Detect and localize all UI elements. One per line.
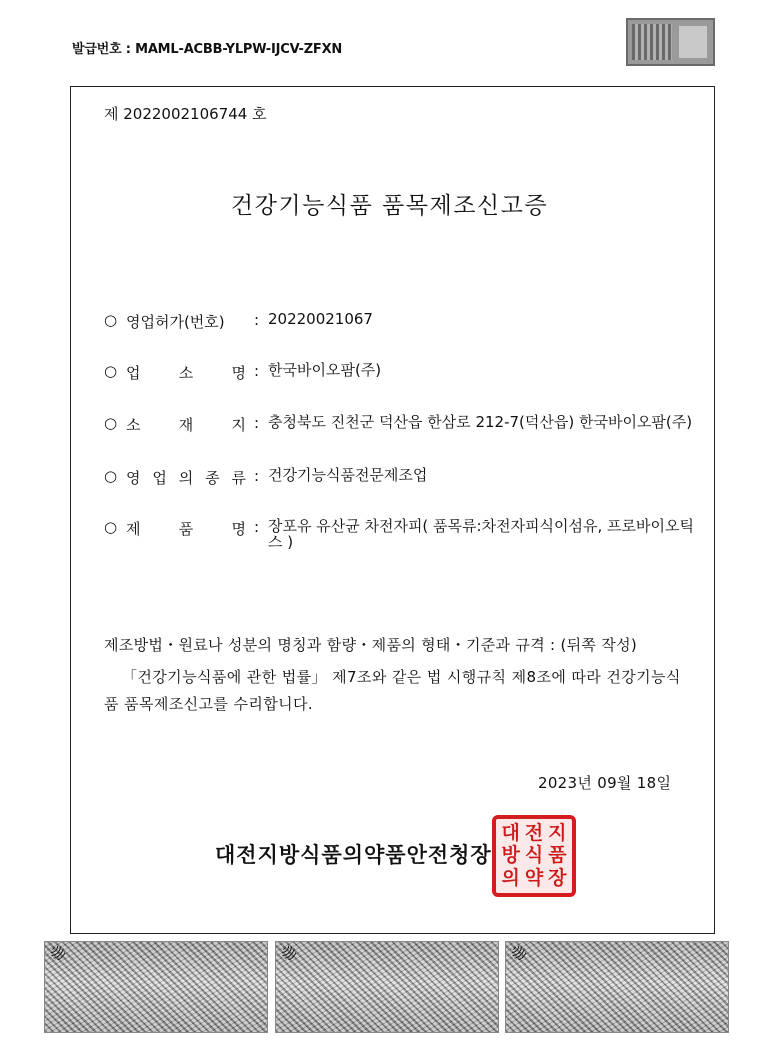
bullet: ○	[104, 518, 118, 536]
pattern-corner-icon	[282, 946, 296, 960]
field-label: 영 업 의 종 류	[126, 469, 246, 487]
barcode-pattern	[632, 24, 672, 60]
issue-number: 발급번호 : MAML-ACBB-YLPW-IJCV-ZFXN	[72, 42, 343, 57]
colon: :	[254, 518, 260, 536]
issuer-name: 대전지방식품의약품안전청장	[215, 842, 492, 867]
verification-code-image	[626, 18, 715, 66]
colon: :	[254, 311, 260, 329]
security-pattern	[44, 941, 268, 1033]
seal-char: 방	[501, 844, 520, 867]
pattern-corner-icon	[512, 946, 526, 960]
certificate-number: 제 2022002106744 호	[104, 105, 267, 123]
bullet: ○	[104, 414, 118, 432]
pattern-corner-icon	[51, 946, 65, 960]
official-seal	[492, 815, 576, 897]
field-value: 한국바이오팜(주)	[268, 361, 382, 379]
field-address	[104, 414, 708, 435]
field-value: 충청북도 진천군 덕산읍 한삼로 212-7(덕산읍) 한국바이오팜(주)	[268, 413, 693, 431]
field-label: 영업허가(번호)	[126, 313, 225, 331]
seal-char: 지	[548, 821, 567, 844]
field-business-type	[104, 467, 708, 488]
seal-char: 대	[501, 821, 520, 844]
field-value: 장포유 유산균 차전자피( 품목류:차전자피식이섬유, 프로바이오틱스 )	[268, 517, 694, 551]
field-label: 제 품 명	[126, 520, 246, 538]
bullet: ○	[104, 362, 118, 380]
colon: :	[254, 467, 260, 485]
security-pattern	[505, 941, 729, 1033]
seal-char: 전	[524, 821, 544, 844]
field-value: 20220021067	[268, 310, 373, 328]
field-business-name	[104, 362, 708, 383]
body-text: 「건강기능식품에 관한 법률」 제7조와 같은 법 시행규칙 제8조에 따라 건강기능식품 품목제조신고를 수리합니다.	[104, 668, 681, 713]
seal-char: 약	[524, 867, 544, 890]
seal-char: 식	[524, 844, 544, 867]
security-pattern	[275, 941, 499, 1033]
field-business-license	[104, 311, 708, 332]
spec-line: 제조방법・원료나 성분의 명칭과 함량・제품의 형태・기준과 규격 : (뒤쪽 작성)	[104, 636, 638, 654]
barcode-block	[679, 26, 707, 58]
field-label: 업 소 명	[126, 364, 246, 382]
seal-char: 품	[548, 844, 567, 867]
bullet: ○	[104, 311, 118, 329]
document-title: 건강기능식품 품목제조신고증	[230, 193, 549, 219]
bullet: ○	[104, 467, 118, 485]
field-label: 소 재 지	[126, 416, 246, 434]
field-value: 건강기능식품전문제조업	[268, 466, 428, 484]
colon: :	[254, 362, 260, 380]
issue-date: 2023년 09월 18일	[538, 774, 672, 792]
colon: :	[254, 414, 260, 432]
seal-char: 의	[501, 867, 520, 890]
seal-char: 장	[548, 867, 567, 890]
field-product-name	[104, 518, 708, 550]
